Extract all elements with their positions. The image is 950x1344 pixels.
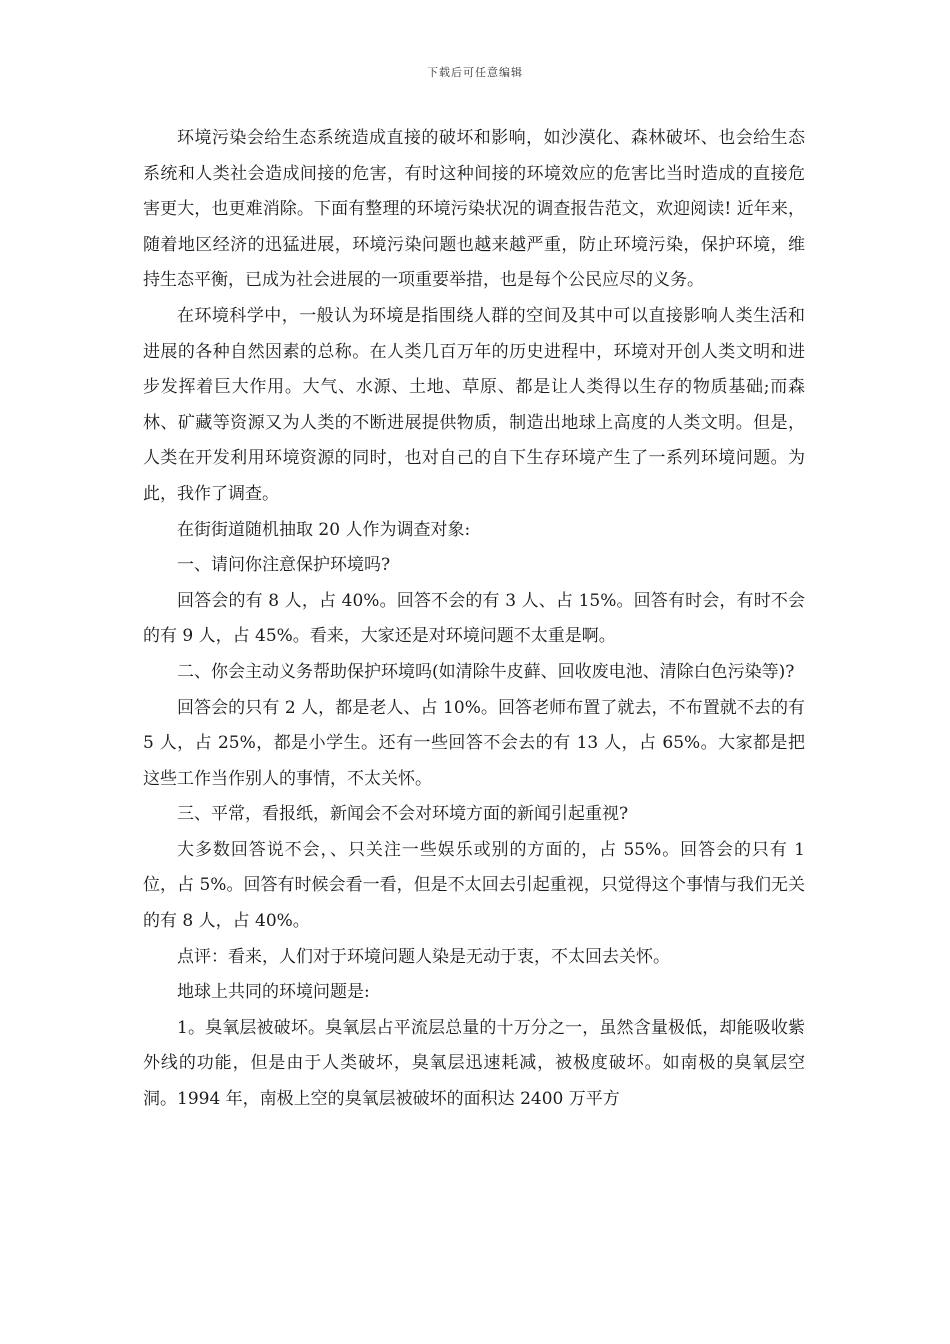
answer-1: 回答会的有 8 人，占 40%。回答不会的有 3 人、占 15%。回答有时会，有时不会的有 9 人，占 45%。看来，大家还是对环境问题不太重是啊。 — [143, 590, 805, 647]
paragraph-survey-subjects: 在街街道随机抽取 20 人作为调查对象: — [177, 519, 471, 540]
answer-2: 回答会的只有 2 人，都是老人、占 10%。回答老师布置了就去，不布置就不去的有 5 人，占 25%，都是小学生。还有一些回答不会去的有 13 人，占 65%。大家都是把这些工作当作别人的事情，不太关怀。 — [143, 697, 805, 789]
comment-paragraph: 点评：看来，人们对于环境问题人染是无动于衷，不太回去关怀。 — [177, 946, 670, 967]
common-problems-heading: 地球上共同的环境问题是: — [177, 982, 370, 1003]
problem-1-ozone: 1。臭氧层被破坏。臭氧层占平流层总量的十万分之一，虽然含量极低，却能吸收紫外线的功能，但是由于人类破坏，臭氧层迅速耗减，被极度破坏。如南极的臭氧层空洞。1994 年，南极上空的臭氧层被破坏的面积达 2400 万平方 — [143, 1017, 805, 1110]
document-body — [143, 121, 805, 1118]
paragraph-environment-science: 在环境科学中，一般认为环境是指围绕人群的空间及其中可以直接影响人类生活和进展的各种自然因素的总称。在人类几百万年的历史进程中，环境对开创人类文明和进步发挥着巨大作用。大气、水源、土地、草原、都是让人类得以生存的物质基础;而森林、矿藏等资源又为人类的不断进展提供物质，制造出地球上高度的人类文明。但是，人类在开发利用环境资源的同时，也对自己的自下生存环境产生了一系列环境问题。为此，我作了调查。 — [143, 305, 805, 504]
question-3: 三、平常，看报纸，新闻会不会对环境方面的新闻引起重视? — [177, 804, 629, 825]
page-header: 下载后可任意编辑 — [427, 66, 523, 79]
answer-3: 大多数回答说不会，、只关注一些娱乐或别的方面的，占 55%。回答会的只有 1 位，占 5%。回答有时候会看一看，但是不太回去引起重视，只觉得这个事情与我们无关的有 8 人，占 40%。 — [143, 839, 805, 932]
question-2: 二、你会主动义务帮助保护环境吗(如清除牛皮藓、回收废电池、清除白色污染等)? — [177, 661, 795, 682]
paragraph-intro: 环境污染会给生态系统造成直接的破坏和影响，如沙漠化、森林破坏、也会给生态系统和人类社会造成间接的危害，有时这种间接的环境效应的危害比当时造成的直接危害更大，也更难消除。下面有整理的环境污染状况的调查报告范文，欢迎阅读! 近年来，随着地区经济的迅猛进展，环境污染问题也越来越严重，防止环境污染，保护环境，维持生态平衡，已成为社会进展的一项重要举措，也是每个公民应尽的义务。 — [143, 128, 805, 291]
question-1: 一、请问你注意保护环境吗? — [177, 555, 391, 576]
